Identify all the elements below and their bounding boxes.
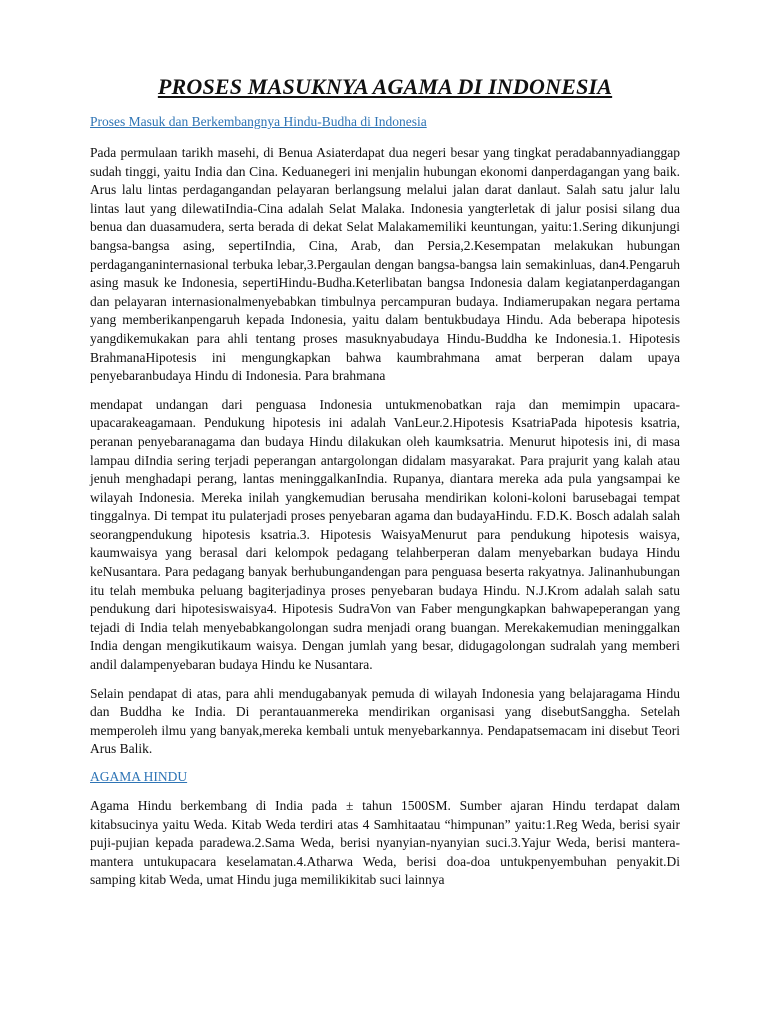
- subheading-link[interactable]: Proses Masuk dan Berkembangnya Hindu-Budha di Indonesia: [90, 114, 427, 129]
- paragraph-1: Pada permulaan tarikh masehi, di Benua Asiaterdapat dua negeri besar yang tingkat peradabannyadianggap sudah tinggi, yaitu India dan Cina. Keduanegeri ini menjalin hubungan ekonomi danperdagangan yang baik. Arus lalu lintas perdagangandan pelayaran berlangsung melalui jalan darat danlaut. Salah satu jalur lalu lintas laut yang dilewatiIndia-Cina adalah Selat Malaka. Indonesia yangterletak di jalur posisi silang dua benua dan duasamudera, serta berada di dekat Selat Malakamemiliki keuntungan, yaitu:1.Sering dikunjungi bangsa-bangsa asing, sepertiIndia, Cina, Arab, dan Persia,2.Kesempatan melakukan hubungan perdaganganinternasional terbuka lebar,3.Pergaulan dengan bangsa-bangsa lain semakinluas, dan4.Pengaruh asing masuk ke Indonesia, sepertiHindu-Budha.Keterlibatan bangsa Indonesia dalam kegiatanperdagangan dan pelayaran internasionalmenyebabkan timbulnya percampuran budaya. Indiamerupakan negara pertama yang memberikanpengaruh kepada Indonesia, yaitu dalam bentukbudaya Hindu. Ada beberapa hipotesis yangdikemukakan para ahli tentang proses masuknyabudaya Hindu-Buddha ke Indonesia.1. Hipotesis BrahmanaHipotesis ini mengungkapkan bahwa kaumbrahmana amat berperan dalam upaya penyebaranbudaya Hindu di Indonesia. Para brahmana: [90, 145, 680, 384]
- document-page: [90, 74, 680, 900]
- paragraph-4: Agama Hindu berkembang di India pada ± tahun 1500SM. Sumber ajaran Hindu terdapat dalam kitabsucinya yaitu Weda. Kitab Weda terdiri atas 4 Samhitaatau “himpunan” yaitu:1.Reg Weda, berisi syair puji-pujian kepada paradewa.2.Sama Weda, berisi nyanyian-nyanyian suci.3.Yajur Weda, berisi mantera-mantera untukupacara keselamatan.4.Atharwa Weda, berisi doa-doa untukpenyembuhan penyakit.Di samping kitab Weda, umat Hindu juga memilikikitab suci lainnya: [90, 798, 680, 888]
- paragraph-3: Selain pendapat di atas, para ahli mendugabanyak pemuda di wilayah Indonesia yang belajaragama Hindu dan Buddha ke India. Di perantauanmereka mendirikan organisasi yang disebutSanggha. Setelah memperoleh ilmu yang banyak,mereka kembali untuk menyebarkannya. Pendapatsemacam ini disebut Teori Arus Balik.: [90, 685, 680, 757]
- paragraph-2: mendapat undangan dari penguasa Indonesia untukmenobatkan raja dan memimpin upacara-upacarakeagamaan. Pendukung hipotesis ini adalah VanLeur.2.Hipotesis KsatriaPada hipotesis ksatria, peranan penyebaranagama dan budaya Hindu dilakukan oleh kaumksatria. Menurut hipotesis ini, di masa lampau diIndia sering terjadi peperangan antargolongan didalam masyarakat. Para prajurit yang kalah atau jenuh menghadapi perang, lantas meninggalkanIndia. Rupanya, diantara mereka ada pula yangsampai ke wilayah Indonesia. Mereka inilah yangkemudian berusaha mendirikan koloni-koloni barusebagai tempat tinggalnya. Di tempat itu pulaterjadi proses penyebaran agama dan budayaHindu. F.D.K. Bosch adalah salah seorangpendukung hipotesis ksatria.3. Hipotesis WaisyaMenurut para pendukung hipotesis waisya, kaumwaisya yang berasal dari kelompok pedagang telahberperan dalam menyebarkan budaya Hindu keNusantara. Para pedagang banyak berhubungandengan para penguasa beserta rakyatnya. Jalinanhubungan itu telah membuka peluang bagiterjadinya proses penyebaran budaya Hindu. N.J.Krom adalah salah satu pendukung dari hipotesiswaisya4. Hipotesis SudraVon van Faber mengungkapkan bahwapeperangan yang tejadi di India telah menyebabkangolongan sudra menjadi orang buangan. Merekakemudian meninggalkan India dengan mengikutikaum waisya. Dengan jumlah yang besar, didugagolongan sudralah yang memberi andil dalampenyebaran budaya Hindu ke Nusantara.: [90, 396, 680, 673]
- page-title: PROSES MASUKNYA AGAMA DI INDONESIA: [157, 74, 613, 99]
- section-heading-agama-hindu[interactable]: AGAMA HINDU: [90, 769, 188, 784]
